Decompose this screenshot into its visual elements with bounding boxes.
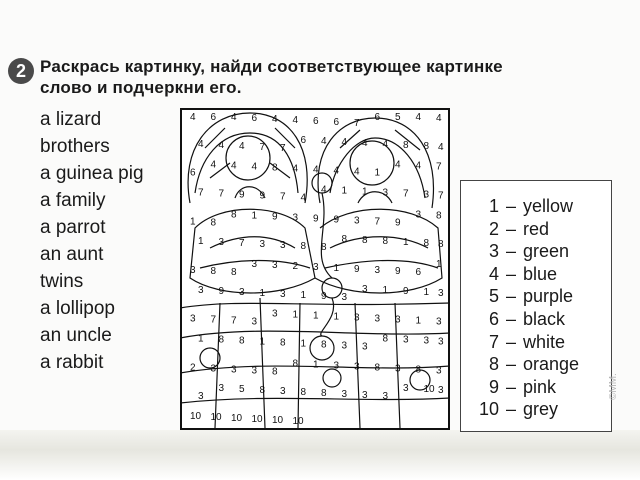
word-option[interactable]: a parrot <box>40 217 106 238</box>
region-number: 8 <box>292 358 299 370</box>
region-number: 8 <box>321 242 327 254</box>
region-number: 9 <box>239 189 245 201</box>
region-number: 8 <box>210 217 217 229</box>
task-number-badge: 2 <box>8 58 34 84</box>
region-number: 4 <box>300 192 307 204</box>
region-number: 8 <box>415 364 422 376</box>
region-number: 3 <box>354 361 360 373</box>
region-number: 9 <box>218 285 225 297</box>
word-option[interactable]: a family <box>40 190 106 211</box>
region-number: 7 <box>354 118 360 129</box>
region-number: 10 <box>292 416 304 427</box>
legend-item: 10 – grey <box>479 399 559 420</box>
region-number: 3 <box>313 262 319 273</box>
region-number: 1 <box>382 284 389 296</box>
region-number: 8 <box>382 236 389 248</box>
region-number: 10 <box>190 411 202 422</box>
region-number: 8 <box>403 139 409 151</box>
region-number: 4 <box>272 114 278 125</box>
region-number: 4 <box>190 112 196 123</box>
region-number: 4 <box>251 161 258 173</box>
region-number: 1 <box>423 286 430 298</box>
region-number: 7 <box>374 216 381 228</box>
region-number: 1 <box>415 315 422 327</box>
region-number: 7 <box>403 188 409 200</box>
region-number: 9 <box>395 266 401 277</box>
word-option[interactable]: brothers <box>40 136 110 157</box>
word-option[interactable]: an aunt <box>40 244 104 265</box>
region-number: 8 <box>300 387 307 399</box>
region-number: 8 <box>218 334 225 346</box>
region-number: 10 <box>272 415 284 426</box>
region-number: 9 <box>272 211 278 223</box>
region-number: 8 <box>280 337 286 349</box>
region-number: 3 <box>198 391 204 403</box>
region-number: 8 <box>272 162 278 174</box>
region-number: 10 <box>251 414 263 425</box>
region-number: 6 <box>313 116 319 127</box>
region-number: 5 <box>239 384 245 396</box>
region-number: 3 <box>259 239 266 251</box>
region-number: 8 <box>341 234 348 246</box>
legend-item: 4 – blue <box>488 263 558 284</box>
legend-item: 6 – black <box>488 308 566 329</box>
region-number: 9 <box>321 290 327 302</box>
region-number: 3 <box>198 284 204 296</box>
region-number: 7 <box>280 142 286 154</box>
region-number: 1 <box>292 309 299 321</box>
region-number: 4 <box>292 163 299 175</box>
region-number: 3 <box>438 287 444 299</box>
region-number: 1 <box>341 185 348 197</box>
word-option[interactable]: a lollipop <box>40 298 115 319</box>
region-number: 1 <box>333 311 340 323</box>
region-number: 3 <box>436 316 442 328</box>
region-number: 8 <box>239 335 245 347</box>
region-number: 4 <box>382 138 389 150</box>
region-number: 8 <box>259 385 266 397</box>
region-number: 8 <box>362 235 368 247</box>
region-number: 7 <box>438 190 444 202</box>
region-number: 7 <box>210 314 217 326</box>
region-number: 3 <box>210 363 217 375</box>
region-number: 3 <box>362 341 368 353</box>
region-number: 6 <box>333 117 340 128</box>
region-number: 3 <box>231 364 237 376</box>
region-number: 4 <box>333 165 340 177</box>
region-number: 6 <box>374 112 381 123</box>
region-number: 3 <box>272 308 278 320</box>
region-number: 3 <box>354 215 360 227</box>
region-number: 7 <box>218 188 225 200</box>
region-number: 6 <box>415 267 422 278</box>
region-number: 7 <box>280 191 286 203</box>
region-number: 4 <box>210 159 217 171</box>
region-number: 3 <box>403 383 409 395</box>
region-number: 1 <box>333 263 340 274</box>
region-number: 3 <box>218 237 225 249</box>
region-number: 2 <box>190 362 196 374</box>
task-instruction <box>40 56 560 98</box>
region-number: 3 <box>341 291 348 303</box>
region-number: 3 <box>280 288 286 300</box>
region-number: 3 <box>280 240 286 252</box>
region-number: 7 <box>231 315 237 327</box>
region-number: 4 <box>415 112 422 123</box>
region-number: 1 <box>259 336 266 348</box>
region-number: 3 <box>403 334 409 346</box>
region-number: 1 <box>198 333 204 345</box>
instruction-line-1: Раскрась картинку, найди соответствующее картинке <box>40 57 503 76</box>
region-number: 8 <box>374 362 381 374</box>
region-number: 6 <box>251 113 258 124</box>
region-number: 9 <box>259 190 266 202</box>
word-option[interactable]: a lizard <box>40 109 102 130</box>
region-number: 3 <box>362 390 368 402</box>
region-number: 3 <box>190 265 196 276</box>
region-number: 3 <box>415 209 422 221</box>
region-number: 4 <box>218 139 225 151</box>
region-number: 3 <box>423 189 430 201</box>
region-number: 3 <box>438 385 444 397</box>
region-number: 1 <box>259 287 266 299</box>
region-number: 8 <box>272 366 278 378</box>
region-number: 3 <box>382 391 389 403</box>
region-number: 7 <box>239 238 245 250</box>
region-number: 8 <box>321 339 327 351</box>
region-number: 3 <box>354 312 360 324</box>
region-number: 1 <box>190 216 196 228</box>
region-number: 7 <box>198 187 204 199</box>
region-number: 8 <box>231 209 237 221</box>
region-number: 10 <box>210 412 222 423</box>
region-number: 9 <box>403 285 409 297</box>
region-number: 4 <box>231 112 237 123</box>
legend-item: 5 – purple <box>488 286 574 307</box>
region-number: 6 <box>210 112 217 123</box>
region-number: 3 <box>436 365 442 377</box>
region-number: 7 <box>436 161 442 173</box>
region-number: 3 <box>190 313 196 325</box>
watermark: ©MM. <box>608 373 619 400</box>
region-number: 3 <box>251 316 258 328</box>
region-number: 3 <box>251 259 258 270</box>
region-number: 4 <box>198 138 204 150</box>
region-number: 3 <box>251 365 258 377</box>
region-number: 4 <box>321 184 327 196</box>
region-number: 3 <box>382 187 389 199</box>
region-number: 3 <box>423 335 430 347</box>
region-number: 8 <box>423 140 430 152</box>
region-number: 3 <box>395 363 401 375</box>
region-number: 4 <box>321 135 327 147</box>
region-number: 8 <box>321 388 327 400</box>
region-number: 9 <box>395 217 401 229</box>
region-number: 3 <box>280 386 286 398</box>
region-number: 3 <box>218 383 225 395</box>
page-bottom-shadow <box>0 430 640 480</box>
word-option[interactable]: a rabbit <box>40 352 104 373</box>
coloring-picture[interactable] <box>180 108 450 430</box>
region-number: 2 <box>292 261 299 272</box>
legend-item: 7 – white <box>488 331 566 352</box>
region-number: 3 <box>374 265 381 276</box>
region-number: 3 <box>438 336 444 348</box>
instruction-line-2: слово и подчеркни его. <box>40 78 242 97</box>
region-number: 1 <box>374 167 381 179</box>
region-number: 3 <box>362 283 368 295</box>
region-number: 9 <box>313 213 319 225</box>
region-number: 7 <box>259 141 266 153</box>
word-options-list <box>40 106 144 376</box>
region-number: 5 <box>395 112 401 123</box>
region-number: 4 <box>415 160 422 172</box>
region-number: 4 <box>438 141 444 153</box>
region-number: 4 <box>362 137 368 149</box>
region-number: 4 <box>354 166 360 178</box>
legend-item: 2 – red <box>488 218 550 239</box>
legend-item: 1 – yellow <box>488 196 574 216</box>
legend-item: 8 – orange <box>488 354 580 375</box>
region-number: 1 <box>362 186 368 198</box>
coloring-picture-drawing <box>180 108 450 430</box>
legend-item: 9 – pink <box>488 376 557 397</box>
region-number: 1 <box>403 237 409 249</box>
region-number: 4 <box>395 159 401 171</box>
region-number: 6 <box>300 134 307 146</box>
region-number: 4 <box>231 160 237 172</box>
region-number: 1 <box>198 236 204 248</box>
region-number: 8 <box>210 266 217 277</box>
region-number: 8 <box>436 210 442 222</box>
region-number: 1 <box>436 259 442 270</box>
region-number: 3 <box>272 260 278 271</box>
word-option[interactable]: an uncle <box>40 325 112 346</box>
region-number: 3 <box>395 314 401 326</box>
region-number: 8 <box>231 267 237 278</box>
region-number: 10 <box>231 413 243 424</box>
region-number: 3 <box>374 313 381 325</box>
region-number: 3 <box>239 286 245 298</box>
region-number: 8 <box>300 241 307 253</box>
color-legend <box>460 180 612 432</box>
region-number: 3 <box>333 360 340 372</box>
region-number: 4 <box>292 115 299 126</box>
region-number: 1 <box>300 338 307 350</box>
region-number: 4 <box>436 113 442 124</box>
region-number: 1 <box>313 310 319 322</box>
word-option[interactable]: a guinea pig <box>40 163 144 184</box>
region-number: 9 <box>333 214 340 226</box>
region-number: 8 <box>438 239 444 251</box>
region-number: 10 <box>423 384 435 396</box>
region-number: 1 <box>300 289 307 301</box>
region-number: 3 <box>341 389 348 401</box>
region-number: 1 <box>251 210 258 222</box>
region-number: 4 <box>313 164 319 176</box>
region-number: 6 <box>190 167 196 179</box>
region-number: 3 <box>292 212 299 224</box>
legend-item: 3 – green <box>488 241 570 262</box>
region-number: 4 <box>239 140 245 152</box>
region-number: 8 <box>423 238 430 250</box>
region-number: 3 <box>341 340 348 352</box>
region-number: 4 <box>341 136 348 148</box>
word-option[interactable]: twins <box>40 271 84 292</box>
region-number: 8 <box>382 333 389 345</box>
region-number: 9 <box>354 264 360 275</box>
region-number: 1 <box>313 359 319 371</box>
